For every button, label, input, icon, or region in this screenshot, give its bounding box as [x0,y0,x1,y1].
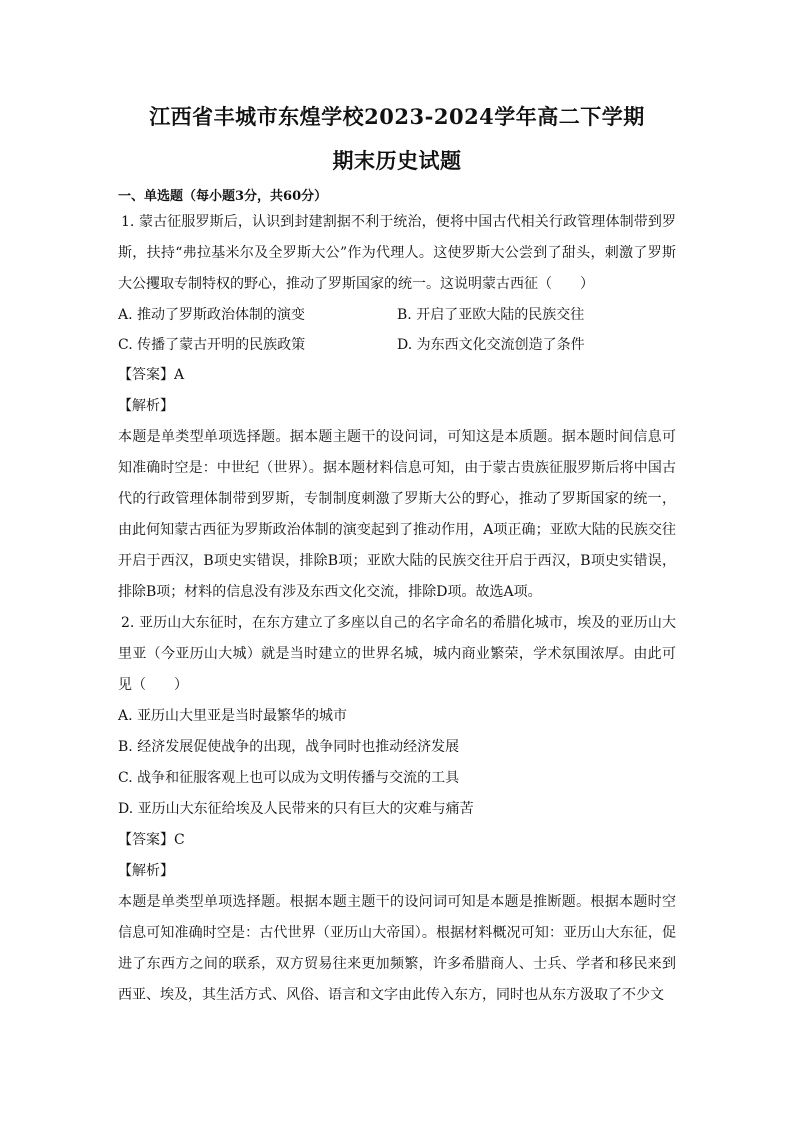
option-a: A. 亚历山大里亚是当时最繁华的城市 [118,708,348,724]
question-stem: 2. 亚历山大东征时，在东方建立了多座以自己的名字命名的希腊化城市，埃及的亚历山大里亚（今亚历山大城）就是当时建立的世界名城，城内商业繁荣，学术氛围浓厚。由此可见（ ） [118,615,676,693]
option-d: D. 亚历山大东征给埃及人民带来的只有巨大的灾难与痛苦 [118,801,474,817]
option-c: C. 战争和征服客观上也可以成为文明传播与交流的工具 [118,770,460,786]
analysis-label: 【解析】 [118,863,174,879]
question-options [118,300,676,360]
exam-title-line1: 江西省丰城市东煌学校2023-2024学年高二下学期 [149,104,645,129]
analysis-text: 本题是单类型单项选择题。据本题主题干的设问词，可知这是本质题。据本题时间信息可知准确时空是：中世纪（世界）。据本题材料信息可知，由于蒙古贵族征服罗斯后将中国古代的行政管理体制带到罗斯，专制制度刺激了罗斯大公的野心，推动了罗斯国家的统一，由此何知蒙古西征为罗斯政治体制的演变起到了推动作用，A项正确；亚欧大陆的民族交往开启于西汉，B项史实错误，排除B项；亚欧大陆的民族交往开启于西汉，B项史实错误，排除B项；材料的信息没有涉及东西文化交流，排除D项。故选A项。 [118,429,676,600]
option-c: C. 传播了蒙古开明的民族政策 [118,337,306,353]
option-d: D. 为东西文化交流创造了条件 [397,337,585,353]
question-2 [118,608,676,1011]
answer-line: 【答案】C [118,832,185,848]
question-stem: 1. 蒙古征服罗斯后，认识到封建割据不利于统治，便将中国古代相关行政管理体制带到罗斯，扶持“弗拉基米尔及全罗斯大公”作为代理人。这使罗斯大公尝到了甜头，刺激了罗斯大公攫取专制特权的野心，推动了罗斯国家的统一。这说明蒙古西征（ ） [118,214,676,292]
option-b: B. 经济发展促使战争的出现，战争同时也推动经济发展 [118,739,460,755]
exam-title-line2: 期末历史试题 [332,148,462,173]
option-b: B. 开启了亚欧大陆的民族交往 [397,307,585,323]
question-1 [118,207,676,608]
option-a: A. 推动了罗斯政治体制的演变 [118,307,306,323]
analysis-label: 【解析】 [118,398,174,414]
answer-line: 【答案】A [118,367,185,383]
analysis-text: 本题是单类型单项选择题。根据本题主题干的设问词可知是本题是推断题。根据本题时空信息可知准确时空是：古代世界（亚历山大帝国）。根据材料概况可知：亚历山大东征，促进了东西方之间的联系，双方贸易往来更加频繁，许多希腊商人、士兵、学者和移民来到西亚、埃及，其生活方式、风俗、语言和文字由此传入东方，同时也从东方汲取了不少文 [118,894,676,1003]
section-heading: 一、单选题（每小题3分，共60分） [118,189,328,204]
